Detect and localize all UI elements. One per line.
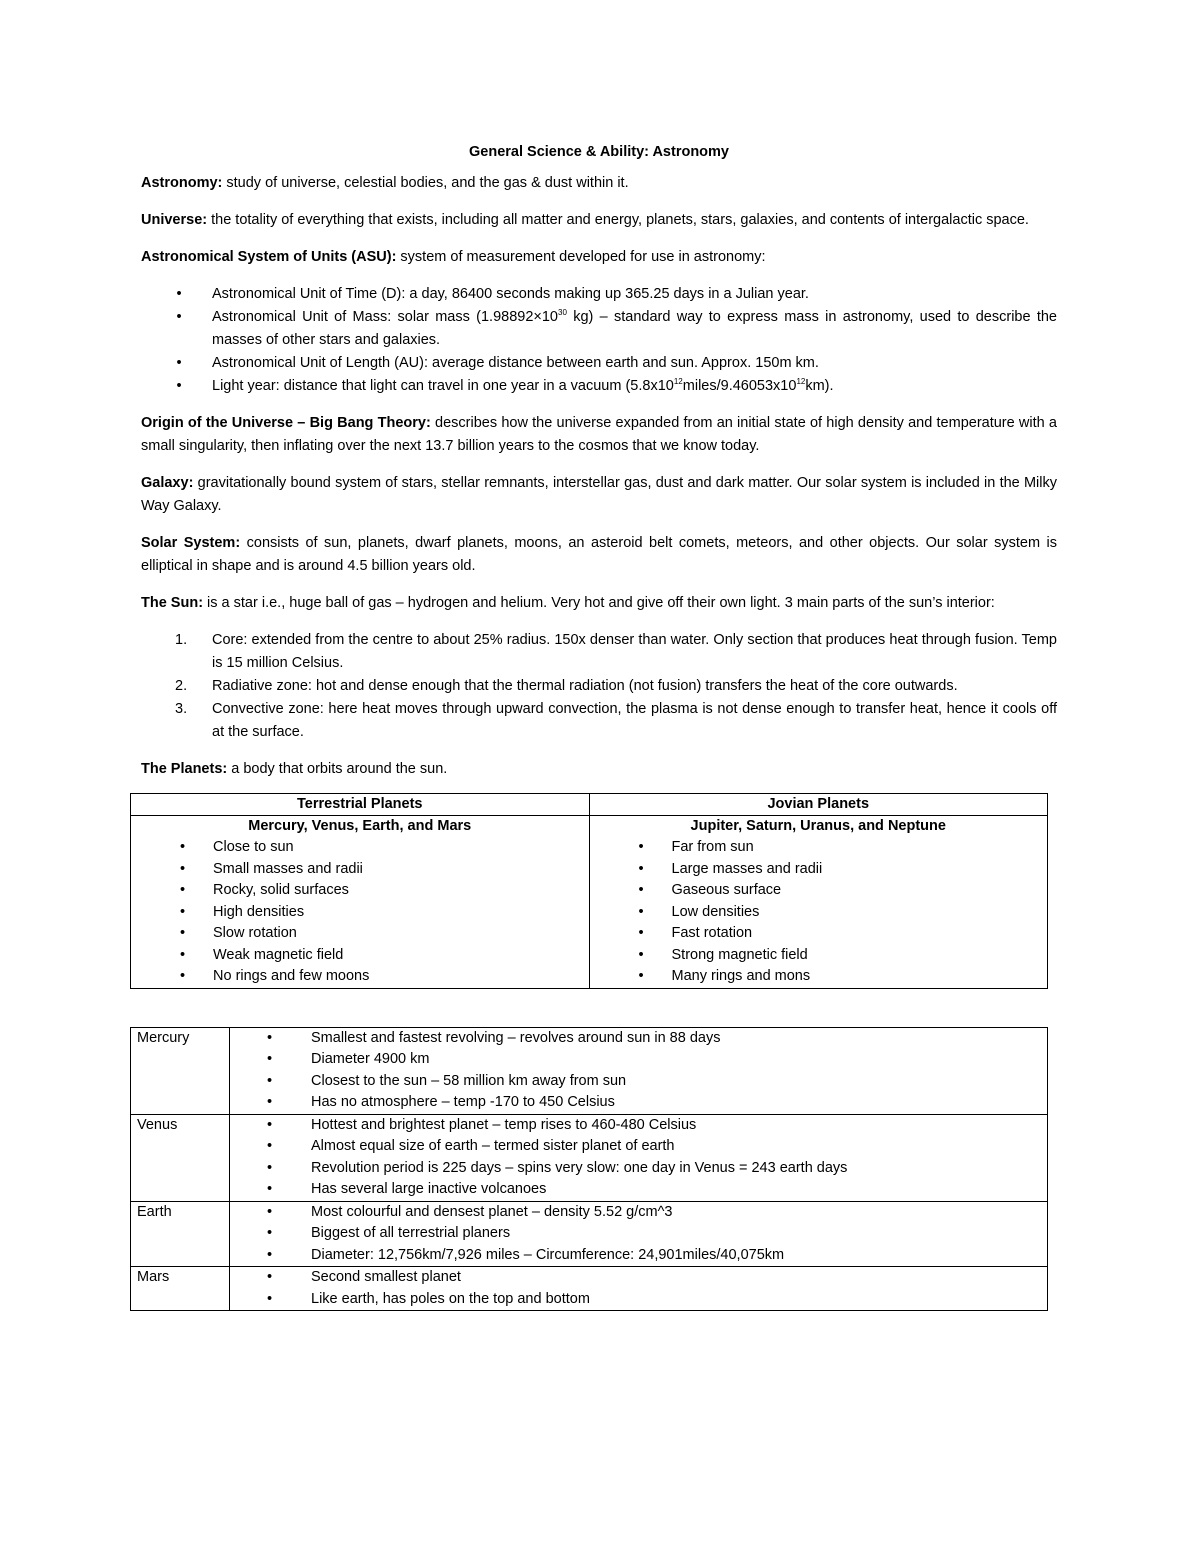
planet-facts-cell — [230, 1114, 1048, 1201]
list-item — [141, 629, 1057, 675]
table-cell — [131, 816, 590, 989]
bullet-marker: • — [180, 925, 186, 941]
definition-text: describes how the universe expanded from an initial state of high density and temperature with a small singularity, then inflating over the next 13.7 billion years to the cosmos that we know today. — [141, 415, 1057, 454]
definition-term: The Sun: — [141, 595, 204, 611]
list-item — [141, 283, 1057, 306]
list-number: 1. — [175, 632, 188, 648]
definition-text: study of universe, celestial bodies, and the gas & dust within it. — [222, 175, 629, 191]
bullet-marker: • — [267, 1225, 273, 1241]
list-item — [236, 1092, 1041, 1114]
planet-details-table — [130, 1027, 1048, 1312]
bullet-marker: • — [176, 378, 182, 394]
list-item-text: Convective zone: here heat moves through upward convection, the plasma is not dense enough to transfer heat, hence it cools off at the surface. — [212, 701, 1057, 740]
list-item — [137, 923, 583, 945]
list-item — [137, 945, 583, 967]
definition-text: gravitationally bound system of stars, stellar remnants, interstellar gas, dust and dark matter. Our solar system is included in the Milky Way Galaxy. — [141, 475, 1057, 514]
list-item-text: Small masses and radii — [213, 860, 363, 877]
exponent: 12 — [796, 377, 806, 386]
bullet-marker: • — [180, 882, 186, 898]
bullet-marker: • — [267, 1269, 273, 1285]
terrestrial-traits-list — [137, 837, 583, 988]
list-item — [137, 837, 583, 859]
bullet-marker: • — [180, 946, 186, 963]
list-item-text: Diameter 4900 km — [311, 1051, 430, 1067]
list-item — [137, 902, 583, 924]
list-item-text: Weak magnetic field — [213, 946, 344, 963]
table-row — [131, 1201, 1048, 1267]
list-item — [236, 1223, 1041, 1245]
definition-text: system of measurement developed for use in astronomy: — [396, 249, 766, 265]
bullet-marker: • — [267, 1051, 273, 1067]
list-item — [596, 837, 1042, 859]
bullet-marker: • — [180, 839, 186, 855]
table-header-row — [131, 794, 1048, 816]
list-item-text: Astronomical Unit of Time (D): a day, 86400 seconds making up 365.25 days in a Julian year. — [212, 286, 809, 302]
planet-facts-cell — [230, 1027, 1048, 1114]
cell-subheader: Jupiter, Saturn, Uranus, and Neptune — [690, 818, 946, 834]
definition-text: consists of sun, planets, dwarf planets, moons, an asteroid belt comets, meteors, and other objects. Our solar system is elliptical in shape and is around 4.5 billion years old. — [141, 535, 1057, 574]
list-item-text: Rocky, solid surfaces — [213, 882, 349, 898]
bullet-marker: • — [176, 309, 182, 325]
sun-parts-list — [141, 629, 1057, 744]
list-item — [596, 859, 1042, 881]
bullet-marker: • — [267, 1290, 273, 1307]
list-item — [596, 902, 1042, 924]
list-item-text: Many rings and mons — [671, 968, 811, 984]
bullet-marker: • — [267, 1094, 273, 1110]
definition-term: Universe: — [141, 212, 208, 228]
list-item — [137, 966, 583, 988]
list-item-text: Diameter: 12,756km/7,926 miles – Circumference: 24,901miles/40,075km — [311, 1246, 785, 1263]
list-item — [137, 880, 583, 902]
list-item-text: Revolution period is 225 days – spins very slow: one day in Venus = 243 earth days — [311, 1159, 848, 1176]
list-item — [596, 880, 1042, 902]
list-item-text: Far from sun — [671, 839, 754, 855]
list-item-text: km). — [805, 378, 834, 394]
list-item-text: Biggest of all terrestrial planers — [311, 1225, 511, 1241]
list-item — [137, 859, 583, 881]
bullet-marker: • — [180, 968, 186, 984]
column-header: Terrestrial Planets — [131, 794, 590, 816]
list-item — [236, 1049, 1041, 1071]
list-item-text: Closest to the sun – 58 million km away from sun — [311, 1072, 627, 1089]
planet-facts-cell — [230, 1267, 1048, 1311]
list-item-text: Astronomical Unit of Mass: solar mass (1.98892×10 — [212, 309, 558, 325]
list-item-text: Smallest and fastest revolving – revolves around sun in 88 days — [311, 1029, 721, 1046]
list-item-text: Has no atmosphere – temp -170 to 450 Celsius — [311, 1094, 615, 1110]
definition-term: Origin of the Universe – Big Bang Theory: — [141, 415, 431, 431]
planet-facts-cell — [230, 1201, 1048, 1267]
list-item-text: kg) – standard way to express mass in astronomy, used to describe the masses of other stars and galaxies. — [212, 309, 1057, 348]
bullet-marker: • — [180, 903, 186, 920]
exponent: 12 — [673, 377, 683, 386]
list-item — [236, 1028, 1041, 1050]
table-row — [131, 1114, 1048, 1201]
bullet-marker: • — [638, 946, 644, 963]
astronomy-definition — [141, 172, 1057, 195]
list-item-text: Slow rotation — [213, 925, 297, 941]
bullet-marker: • — [267, 1138, 273, 1154]
bullet-marker: • — [267, 1029, 273, 1046]
list-item-text: Large masses and radii — [671, 860, 823, 877]
definition-term: Solar System: — [141, 535, 241, 551]
table-row — [131, 816, 1048, 989]
list-item — [141, 375, 1057, 398]
planet-facts-list — [236, 1028, 1041, 1114]
list-item — [236, 1289, 1041, 1311]
list-item — [236, 1136, 1041, 1158]
definition-text: is a star i.e., huge ball of gas – hydrogen and helium. Very hot and give off their own light. 3 main parts of the sun’s interior: — [203, 595, 995, 611]
list-number: 2. — [175, 678, 188, 694]
list-item — [596, 923, 1042, 945]
planet-type-comparison-table — [130, 793, 1048, 989]
bullet-marker: • — [638, 839, 644, 855]
planet-name-cell: Earth — [131, 1201, 230, 1267]
list-item-text: High densities — [213, 903, 305, 920]
list-item-text: Like earth, has poles on the top and bottom — [311, 1290, 590, 1307]
bullet-marker: • — [267, 1203, 273, 1220]
list-item — [236, 1071, 1041, 1093]
bullet-marker: • — [638, 925, 644, 941]
planet-facts-list — [236, 1267, 1041, 1310]
list-item — [236, 1245, 1041, 1267]
list-item-text: Close to sun — [213, 839, 294, 855]
list-item — [141, 306, 1057, 352]
planet-name-cell: Mars — [131, 1267, 230, 1311]
definition-text: a body that orbits around the sun. — [227, 761, 448, 777]
planet-facts-list — [236, 1115, 1041, 1201]
asu-list — [141, 283, 1057, 398]
list-item-text: Hottest and brightest planet – temp rises to 460-480 Celsius — [311, 1116, 697, 1133]
list-item-text: Almost equal size of earth – termed sister planet of earth — [311, 1138, 675, 1154]
table-cell — [589, 816, 1048, 989]
bullet-marker: • — [180, 860, 186, 877]
bullet-marker: • — [267, 1181, 273, 1197]
list-item — [236, 1202, 1041, 1224]
table-row — [131, 1267, 1048, 1311]
definition-term: The Planets: — [141, 761, 228, 777]
bullet-marker: • — [638, 903, 644, 920]
column-header: Jovian Planets — [589, 794, 1048, 816]
document-title: General Science & Ability: Astronomy — [469, 144, 729, 160]
bullet-marker: • — [176, 286, 182, 302]
bullet-marker: • — [176, 355, 182, 371]
list-item-text: Most colourful and densest planet – density 5.52 g/cm^3 — [311, 1203, 673, 1220]
list-item-text: No rings and few moons — [213, 968, 370, 984]
bullet-marker: • — [267, 1159, 273, 1176]
asu-definition — [141, 246, 1057, 269]
list-item-text: Strong magnetic field — [671, 946, 808, 963]
bullet-marker: • — [638, 882, 644, 898]
bullet-marker: • — [267, 1072, 273, 1089]
bullet-marker: • — [267, 1116, 273, 1133]
bullet-marker: • — [638, 860, 644, 877]
list-item-text: Fast rotation — [671, 925, 753, 941]
list-item-text: Astronomical Unit of Length (AU): average distance between earth and sun. Approx. 150m km. — [212, 355, 819, 371]
planet-facts-list — [236, 1202, 1041, 1267]
bullet-marker: • — [267, 1246, 273, 1263]
cell-subheader: Mercury, Venus, Earth, and Mars — [248, 818, 472, 834]
list-item — [236, 1115, 1041, 1137]
list-item-text: Low densities — [671, 903, 760, 920]
definition-text: the totality of everything that exists, including all matter and energy, planets, stars, galaxies, and contents of intergalactic space. — [207, 212, 1029, 228]
planets-definition — [141, 758, 1057, 781]
planet-name-cell: Venus — [131, 1114, 230, 1201]
list-number: 3. — [175, 701, 188, 717]
sun-definition — [141, 592, 1057, 615]
document-body — [137, 141, 1057, 1311]
list-item-text: Second smallest planet — [311, 1269, 461, 1285]
list-item — [236, 1158, 1041, 1180]
list-item — [141, 698, 1057, 744]
list-item-text: Gaseous surface — [671, 882, 782, 898]
list-item — [596, 966, 1042, 988]
list-item-text: Light year: distance that light can travel in one year in a vacuum (5.8x10 — [212, 378, 674, 394]
universe-definition — [141, 209, 1057, 232]
list-item — [141, 352, 1057, 375]
bullet-marker: • — [638, 968, 644, 984]
big-bang-definition — [141, 412, 1057, 458]
list-item — [141, 675, 1057, 698]
list-item — [596, 945, 1042, 967]
list-item-text: Has several large inactive volcanoes — [311, 1181, 547, 1197]
definition-term: Astronomical System of Units (ASU): — [141, 249, 397, 265]
list-item — [236, 1179, 1041, 1201]
solar-system-definition — [141, 532, 1057, 578]
galaxy-definition — [141, 472, 1057, 518]
list-item-text: Core: extended from the centre to about 25% radius. 150x denser than water. Only section that produces heat through fusion. Temp is 15 million Celsius. — [212, 632, 1057, 671]
list-item-text: Radiative zone: hot and dense enough that the thermal radiation (not fusion) transfers the heat of the core outwards. — [212, 678, 958, 694]
definition-term: Galaxy: — [141, 475, 194, 491]
table-row — [131, 1027, 1048, 1114]
planet-name-cell: Mercury — [131, 1027, 230, 1114]
exponent: 30 — [558, 308, 567, 317]
jovian-traits-list — [596, 837, 1042, 988]
list-item — [236, 1267, 1041, 1289]
definition-term: Astronomy: — [141, 175, 223, 191]
list-item-text: miles/9.46053x10 — [682, 378, 797, 394]
